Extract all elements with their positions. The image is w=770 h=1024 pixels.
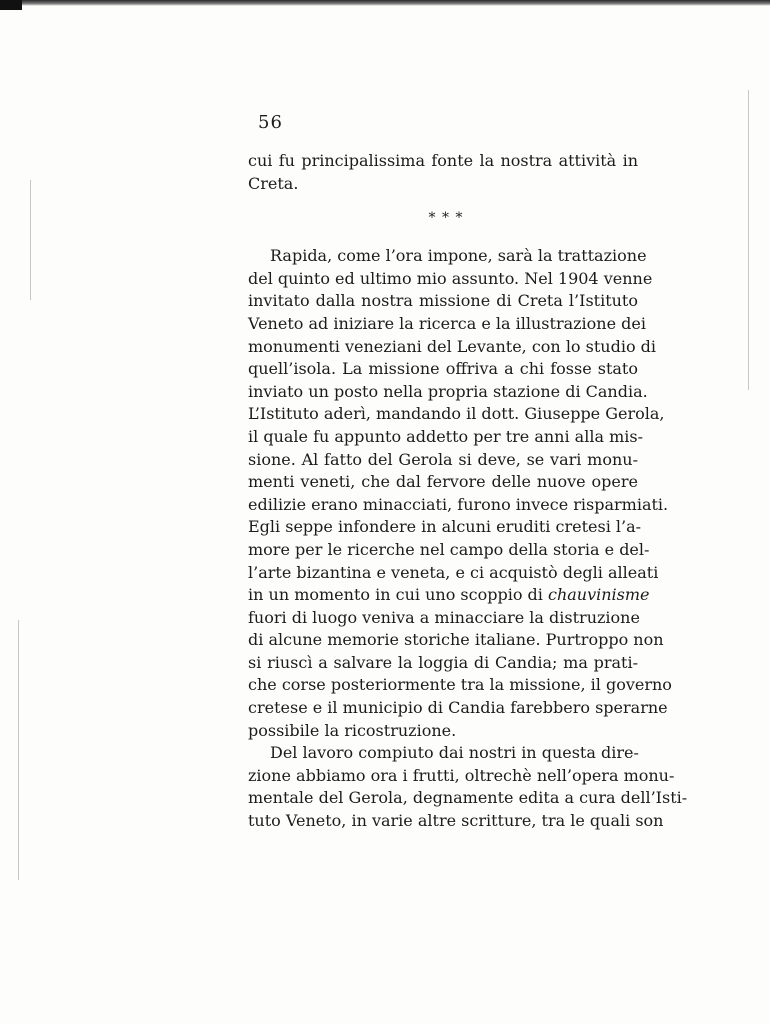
text-line: fuori di luogo veniva a minacciare la distruzione <box>248 607 640 627</box>
scan-corner-mark <box>0 0 22 10</box>
page-number: 56 <box>258 112 283 133</box>
scan-edge-top <box>0 0 770 6</box>
text-line: menti veneti, che dal fervore delle nuove opere <box>248 472 638 492</box>
text-line: inviato un posto nella propria stazione di Candia. <box>248 381 648 401</box>
text-segment: in un momento in cui uno scoppio di <box>248 585 543 605</box>
text-line: mentale del Gerola, degnamente edita a cura dell’Isti- <box>248 788 688 808</box>
text-line: cretese e il municipio di Candia farebbero sperarne <box>248 698 668 718</box>
text-line: Creta. <box>248 173 299 193</box>
body-text <box>248 150 688 833</box>
text-line: di alcune memorie storiche italiane. Purtroppo non <box>248 630 664 650</box>
text-line: monumenti veneziani del Levante, con lo studio di <box>248 336 657 356</box>
text-line-with-italic <box>248 584 650 607</box>
text-line: Veneto ad iniziare la ricerca e la illustrazione dei <box>248 313 646 333</box>
paragraph-2 <box>248 245 672 742</box>
text-line: Rapida, come l’ora impone, sarà la trattazione <box>270 246 647 266</box>
text-line: possibile la ricostruzione. <box>248 720 457 740</box>
text-line: il quale fu appunto addetto per tre anni alla mis- <box>248 426 643 446</box>
text-line: invitato dalla nostra missione di Creta l’Istituto <box>248 291 638 311</box>
text-line: l’arte bizantina e veneta, e ci acquistò degli alleati <box>248 562 659 582</box>
text-line: sione. Al fatto del Gerola si deve, se vari monu- <box>248 449 638 469</box>
section-separator: * * * <box>428 210 464 227</box>
text-line: cui fu principalissima fonte la nostra attività in <box>248 151 638 170</box>
scan-edge-left <box>30 180 31 300</box>
text-line: si riuscì a salvare la loggia di Candia; ma prati- <box>248 652 638 672</box>
text-line: che corse posteriormente tra la missione, il governo <box>248 675 672 695</box>
paragraph-1 <box>248 150 638 195</box>
text-line: edilizie erano minacciati, furono invece risparmiati. <box>248 494 669 514</box>
text-line: quell’isola. La missione offriva a chi fosse stato <box>248 359 638 379</box>
text-line: L’Istituto aderì, mandando il dott. Giuseppe Gerola, <box>248 404 665 424</box>
text-line: more per le ricerche nel campo della storia e del- <box>248 539 650 559</box>
text-line: zione abbiamo ora i frutti, oltrechè nell’opera monu- <box>248 765 675 785</box>
paragraph-3 <box>248 742 688 832</box>
text-line: del quinto ed ultimo mio assunto. Nel 1904 venne <box>248 268 653 288</box>
scan-edge-right <box>748 90 749 390</box>
scan-edge-left-lower <box>18 620 19 880</box>
text-line: tuto Veneto, in varie altre scritture, tra le quali son <box>248 811 664 831</box>
text-line: Del lavoro compiuto dai nostri in questa dire- <box>270 743 639 763</box>
italic-word: chauvinisme <box>547 585 650 605</box>
text-line: Egli seppe infondere in alcuni eruditi cretesi l’a- <box>248 517 642 537</box>
